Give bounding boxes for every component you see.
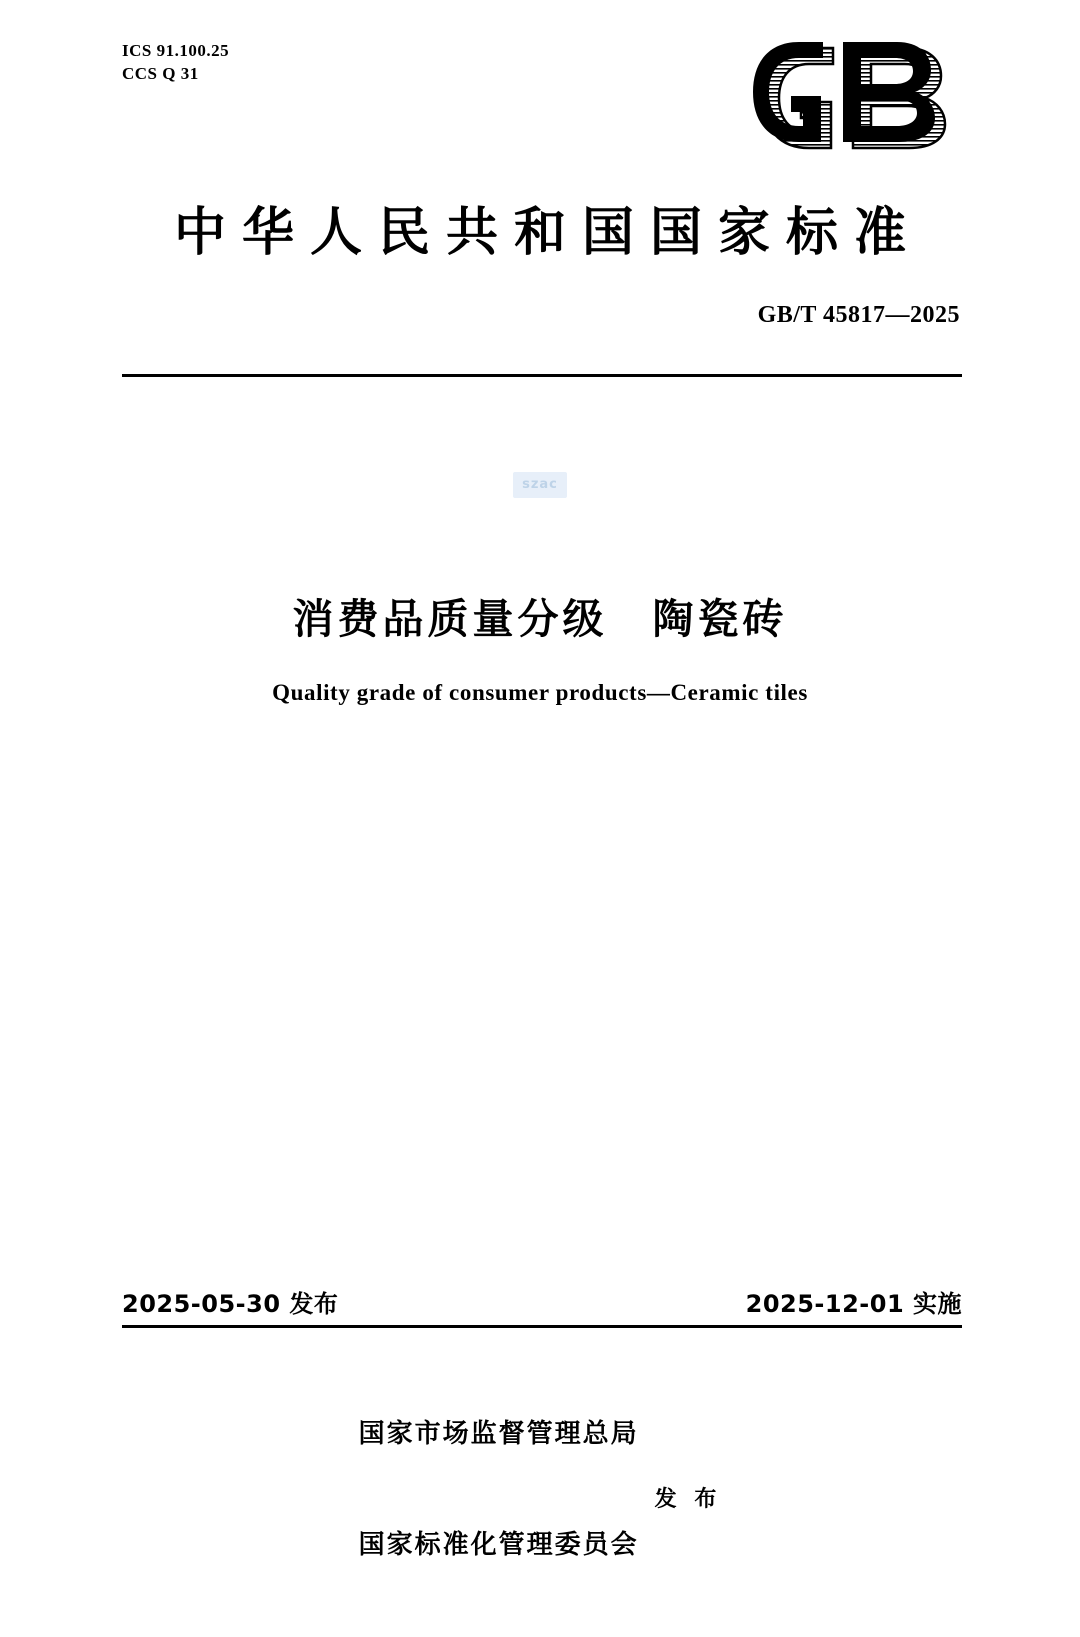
watermark: [0, 472, 1080, 498]
ics-code: ICS 91.100.25: [122, 41, 230, 60]
document-title-english: Quality grade of consumer products—Ceramic tiles: [272, 680, 808, 705]
national-standard-title: 中华人民共和国国家标准: [173, 203, 922, 263]
gb-emblem-icon: [747, 38, 962, 158]
issuer-names: [359, 1342, 639, 1637]
issuer-line-2: 国家标准化管理委员会: [358, 1529, 639, 1560]
issue-date: 2025-05-30 发布: [122, 1290, 339, 1318]
issue-verb: 发 布: [654, 1487, 722, 1513]
divider-bottom: [122, 1325, 962, 1328]
divider-top: [122, 374, 962, 377]
document-title-chinese: 消费品质量分级 陶瓷砖: [292, 595, 788, 643]
classification-codes: [122, 40, 229, 86]
issuer-line-1: 国家市场监督管理总局: [358, 1418, 639, 1449]
ccs-code: CCS Q 31: [122, 63, 199, 83]
standard-number: GB/T 45817—2025: [757, 302, 960, 328]
watermark-text: szac: [513, 472, 567, 498]
issuing-bodies: [0, 1342, 1080, 1637]
implementation-date: 2025-12-01 实施: [745, 1290, 962, 1318]
